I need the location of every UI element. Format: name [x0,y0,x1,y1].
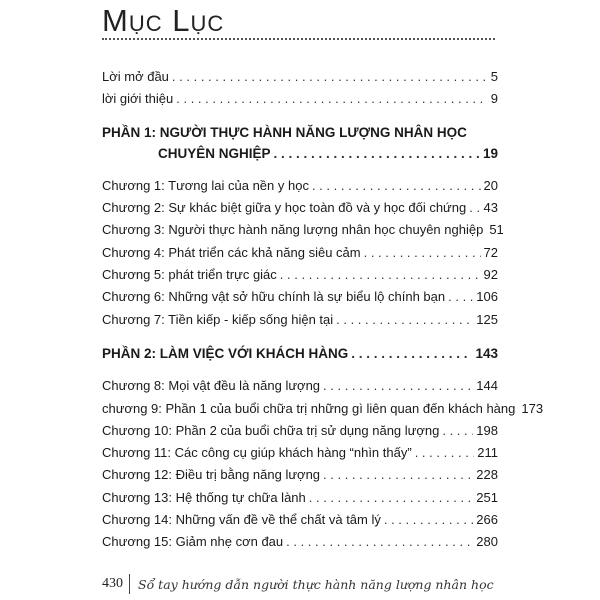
leader-dots [309,487,474,509]
toc-entry-label: Chương 10: Phần 2 của buổi chữa trị sử dụng năng lượng [102,422,440,438]
leader-dots [448,286,473,308]
part-1-heading[interactable]: PHẦN 1: NGƯỜI THỰC HÀNH NĂNG LƯỢNG NHÂN HỌC [102,124,467,140]
toc-entry-page: 198 [476,422,498,438]
part-2-page: 143 [475,345,498,361]
part-1-subtitle: CHUYÊN NGHIỆP [158,145,271,161]
page-number: 430 [102,576,123,591]
toc-entry-chapter-14[interactable] [102,509,498,531]
toc-entry-page: 5 [490,69,498,84]
toc-entry-chapter-6[interactable] [102,286,498,308]
toc-entry-page: 92 [483,267,498,283]
toc-entry-preface[interactable] [102,66,498,88]
toc-entry-chapter-15[interactable] [102,531,498,553]
toc-entry-label: Chương 1: Tương lai của nền y học [102,177,309,193]
toc-entry-label: chương 9: Phần 1 của buổi chữa trị những gì liên quan đến khách hàng [102,400,516,416]
toc-entry-chapter-13[interactable] [102,487,498,509]
toc-entry-label: Chương 7: Tiền kiếp - kiếp sống hiện tại [102,311,334,327]
toc-entry-chapter-8[interactable] [102,375,498,397]
leader-dots [280,264,481,286]
leader-dots [415,442,475,464]
toc-entry-page: 173 [521,400,544,416]
toc-entry-label: Chương 13: Hệ thống tự chữa lành [102,489,306,505]
leader-dots [364,242,481,264]
part-1-heading-continued[interactable] [102,143,498,165]
toc-entry-chapter-10[interactable] [102,420,498,442]
toc-entry-label: Chương 4: Phát triển các khả năng siêu cảm [102,244,361,260]
toc-entry-chapter-11[interactable] [102,442,498,464]
toc-entry-label: Chương 11: Các công cụ giúp khách hàng “nhìn thấy” [102,445,412,461]
toc-entry-page: 228 [476,467,498,483]
toc-entry-label: Chương 3: Người thực hành năng lượng nhân học chuyên nghiệp [102,222,484,238]
toc-entry-label: Chương 14: Những vấn đề về thể chất và tâm lý [102,512,381,528]
leader-dots [384,509,473,531]
leader-dots [351,343,472,365]
toc-entry-chapter-1[interactable] [102,175,498,197]
toc-entry-introduction[interactable] [102,88,498,110]
toc-entry-label: Chương 12: Điều trị bằng năng lượng [102,467,321,483]
toc-entry-page: 251 [476,489,498,505]
footer-separator [129,574,130,594]
toc-entry-chapter-7[interactable] [102,309,498,331]
part-1-page: 19 [482,145,498,161]
toc-entry-chapter-3[interactable] [102,219,504,241]
leader-dots [336,309,473,331]
leader-dots [312,175,481,197]
page-footer [102,572,522,596]
toc-entry-page: 20 [483,177,498,193]
toc-entry-label: Lời mở đầu [102,69,169,84]
toc-entry-page: 266 [476,512,498,528]
toc-entry-label: Chương 15: Giảm nhẹ cơn đau [102,534,284,550]
leader-dots [286,531,473,553]
toc-entry-page: 144 [476,378,498,394]
leader-dots [469,197,480,219]
title-divider [102,38,495,42]
toc-entry-label: Chương 8: Mọi vật đều là năng lượng [102,378,321,394]
toc-entry-chapter-4[interactable] [102,242,498,264]
toc-entry-label: Chương 2: Sự khác biệt giữa y học toàn đồ và y học đối chứng [102,200,467,216]
leader-dots [323,464,473,486]
part-2-title: PHẦN 2: LÀM VIỆC VỚI KHÁCH HÀNG [102,345,349,361]
toc-entry-chapter-5[interactable] [102,264,498,286]
toc-entry-label: Chương 6: Những vật sở hữu chính là sự biểu lộ chính bạn [102,289,446,305]
toc-entry-chapter-9[interactable] [102,398,544,420]
toc-entry-chapter-2[interactable] [102,197,498,219]
toc-entry-page: 43 [483,200,498,216]
leader-dots [172,66,488,88]
toc-entry-chapter-12[interactable] [102,464,498,486]
leader-dots [442,420,473,442]
toc-entry-label: Chương 5: phát triển trực giác [102,267,277,283]
leader-dots [176,88,488,110]
toc-entry-label: lời giới thiệu [102,91,174,107]
running-title: Sổ tay hướng dẫn người thực hành năng lượng nhân học [138,576,494,592]
leader-dots [323,375,473,397]
toc-entry-page: 106 [476,289,498,305]
page-title: Mục Lục [102,3,225,38]
table-of-contents [102,66,544,554]
toc-entry-page: 51 [489,222,504,238]
part-2-heading[interactable] [102,343,498,365]
leader-dots [274,143,480,165]
toc-entry-page: 9 [490,91,498,107]
toc-entry-page: 280 [476,534,498,550]
toc-entry-page: 211 [477,445,498,461]
toc-entry-page: 125 [476,311,498,327]
toc-entry-page: 72 [483,244,498,260]
